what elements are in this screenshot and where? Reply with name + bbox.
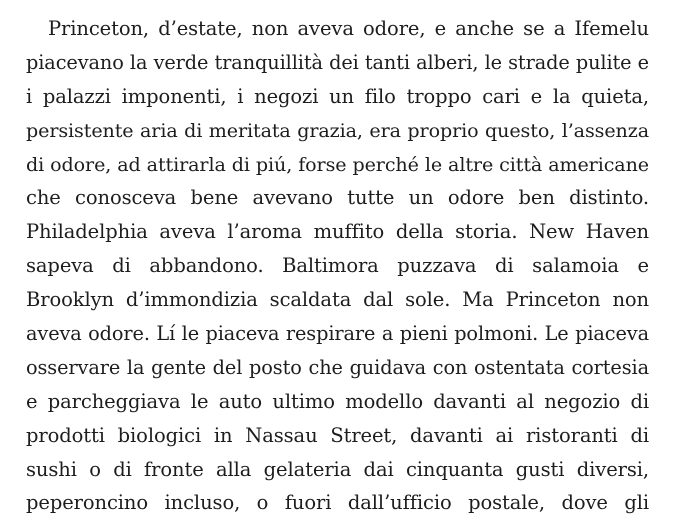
text-line: persistente aria di meritata grazia, era proprio questo, l’assenza (26, 118, 649, 142)
text-line: di odore, ad attirarla di piú, forse perché le altre città americane (26, 152, 649, 176)
text-line: i palazzi imponenti, i negozi un filo troppo cari e la quieta, (26, 84, 649, 108)
text-line: piacevano la verde tranquillità dei tanti alberi, le strade pulite e (26, 50, 649, 74)
text-line: Philadelphia aveva l’aroma muffito della storia. New Haven (26, 220, 649, 244)
text-line: che conosceva bene avevano tutte un odore ben distinto. (26, 186, 649, 210)
text-line: Brooklyn d’immondizia scaldata dal sole. Ma Princeton non (26, 288, 649, 312)
text-line: aveva odore. Lí le piaceva respirare a pieni polmoni. Le piaceva (26, 322, 649, 346)
text-line: Princeton, d’estate, non aveva odore, e anche se a Ifemelu (48, 17, 649, 40)
text-line: sapeva di abbandono. Baltimora puzzava di salamoia e (26, 254, 649, 278)
text-line: e parcheggiava le auto ultimo modello davanti al negozio di (26, 389, 649, 413)
text-line: osservare la gente del posto che guidava con ostentata cortesia (26, 355, 649, 379)
body-paragraph (26, 12, 649, 520)
text-line: prodotti biologici in Nassau Street, davanti ai ristoranti di (26, 423, 649, 447)
text-line: sushi o di fronte alla gelateria dai cinquanta gusti diversi, (26, 457, 649, 481)
text-line: peperoncino incluso, o fuori dall’ufficio postale, dove gli (26, 491, 649, 515)
